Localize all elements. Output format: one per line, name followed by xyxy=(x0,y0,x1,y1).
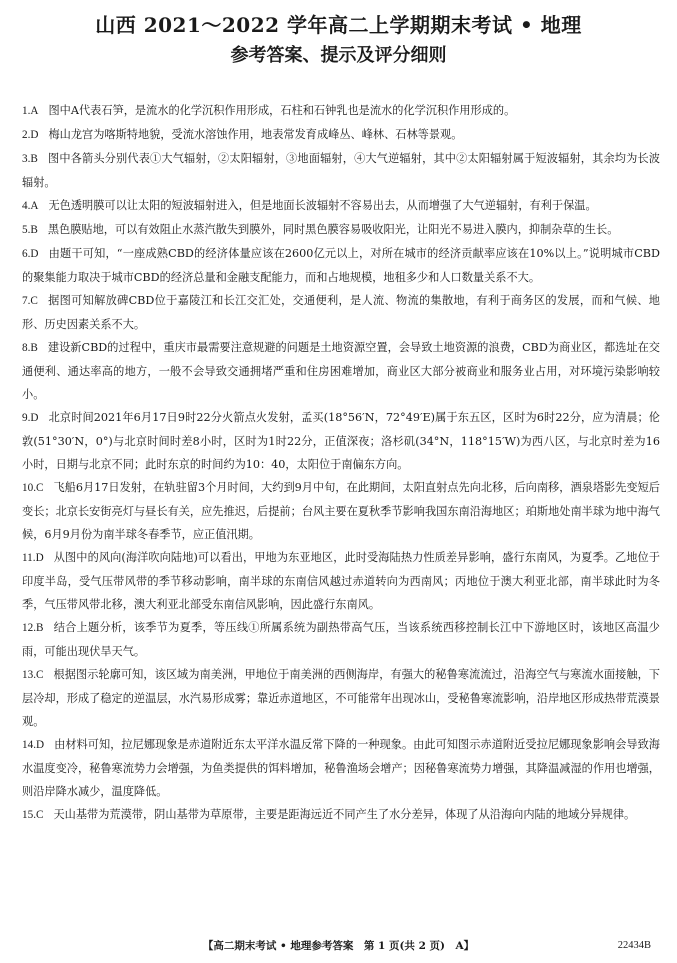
answer-letter: C xyxy=(35,482,44,494)
answer-letter: B xyxy=(30,153,38,165)
answer-list xyxy=(22,99,660,827)
answer-number: 11. xyxy=(22,552,36,564)
answer-explanation: 建设新CBD的过程中，重庆市最需要注意规避的问题是土地资源空置，会导致土地资源的浪费，CBD为商业区，都选址在交通便利、通达率高的地方，一般不会导致交通拥堵严重和住房困难增加，商业区大部分被商业和服务业占用，对环境污染影响较小。 xyxy=(22,341,660,401)
answer-item-13 xyxy=(22,663,660,733)
answer-item-11 xyxy=(22,546,660,616)
answer-letter: D xyxy=(30,129,39,141)
footer-page-info: 【高二期末考试 • 地理参考答案 第 1 页(共 2 页) A】 xyxy=(202,940,475,952)
answer-explanation: 黑色膜贴地，可以有效阻止水蒸汽散失到膜外，同时黑色膜容易吸收阳光，让阳光不易进入膜内，抑制杂草的生长。 xyxy=(47,223,619,236)
answer-number: 15. xyxy=(22,809,36,821)
page-footer xyxy=(0,937,677,955)
answer-number: 14. xyxy=(22,739,36,751)
answer-explanation: 图中A代表石笋，是流水的化学沉积作用形成，石柱和石钟乳也是流水的化学沉积作用形成的。 xyxy=(48,104,516,117)
page-subtitle: 参考答案、提示及评分细则 xyxy=(230,45,447,66)
answer-item-8 xyxy=(22,336,660,406)
answer-letter: D xyxy=(35,739,45,751)
answer-item-5 xyxy=(22,218,660,242)
answer-item-9 xyxy=(22,406,660,476)
answer-number: 2. xyxy=(22,129,31,141)
answer-number: 8. xyxy=(22,342,31,354)
answer-explanation: 图中各箭头分别代表①大气辐射，②太阳辐射，③地面辐射，④大气逆辐射，其中②太阳辐射属于短波辐射，其余均为长波辐射。 xyxy=(22,152,660,189)
answer-explanation: 梅山龙宫为喀斯特地貌，受流水溶蚀作用，地表常发育成峰丛、峰林、石林等景观。 xyxy=(48,128,463,141)
answer-letter: D xyxy=(35,552,44,564)
answer-explanation: 由材料可知，拉尼娜现象是赤道附近东太平洋水温反常下降的一种现象。由此可知图示赤道附近受拉尼娜现象影响会导致海水温度变冷，秘鲁寒流势力会增强，为鱼类提供的饵料增加，秘鲁渔场会增产；因秘鲁寒流势力增强，其降温减湿的作用也增强，则沿岸降水减少，温度降低。 xyxy=(22,738,660,798)
answer-item-3 xyxy=(22,147,660,194)
answer-explanation: 天山基带为荒漠带，阴山基带为草原带，主要是距海远近不同产生了水分差异，体现了从沿海向内陆的地域分异规律。 xyxy=(53,808,636,821)
answer-item-7 xyxy=(22,289,660,336)
answer-explanation: 根据图示轮廓可知，该区域为南美洲，甲地位于南美洲的西侧海岸，有强大的秘鲁寒流流过，沿海空气与寒流水面接触，下层冷却，形成了稳定的逆温层，水汽易形成雾；靠近赤道地区，不可能常年出现冰山，受秘鲁寒流影响，沿岸地区形成热带荒漠景观。 xyxy=(22,668,660,728)
answer-number: 3. xyxy=(22,153,31,165)
answer-letter: D xyxy=(30,248,39,260)
answer-letter: A xyxy=(30,200,39,212)
answer-item-10 xyxy=(22,476,660,546)
answer-explanation: 北京时间2021年6月17日9时22分火箭点火发射，孟买(18°56′N，72°49′E)属于东五区，区时为6时22分，应为清晨；伦敦(51°30′N，0°)与北京时间时差8小时，区时为1时22分，正值深夜；洛杉矶(34°N，118°15′W)为西八区，与北京时差为16小时，日期与北京不同；此时东京的时间约为10：40，太阳位于南偏东方向。 xyxy=(22,411,660,471)
answer-item-1 xyxy=(22,99,660,123)
page-title: 山西 2021～2022 学年高二上学期期末考试 • 地理 xyxy=(95,13,582,37)
answer-item-14 xyxy=(22,733,660,803)
answer-number: 12. xyxy=(22,622,36,634)
answer-explanation: 结合上题分析，该季节为夏季，等压线①所属系统为副热带高气压，当该系统西移控制长江中下游地区时，该地区高温少雨，可能出现伏旱天气。 xyxy=(22,621,660,658)
answer-letter: B xyxy=(30,342,38,354)
answer-item-6 xyxy=(22,242,660,289)
answer-letter: B xyxy=(35,622,44,634)
answer-letter: B xyxy=(30,224,38,236)
answer-number: 13. xyxy=(22,669,36,681)
answer-letter: C xyxy=(35,809,44,821)
answer-number: 1. xyxy=(22,105,31,117)
answer-letter: C xyxy=(30,295,38,307)
answer-letter: C xyxy=(35,669,44,681)
answer-item-2 xyxy=(22,123,660,147)
answer-number: 4. xyxy=(22,200,31,212)
answer-item-15 xyxy=(22,803,660,827)
answer-number: 9. xyxy=(22,412,31,424)
footer-paper-code: 22434B xyxy=(617,940,651,951)
answer-explanation: 飞船6月17日发射，在轨驻留3个月时间，大约到9月中旬，在此期间，太阳直射点先向北移，后向南移，酒泉塔影先变短后变长；北京长安街亮灯与昼长有关，应先推迟，后提前；台风主要在夏秋季节影响我国东南沿海地区；珀斯地处南半球为地中海气候，6月9月份为南半球冬春季节，应正值汛期。 xyxy=(22,481,660,541)
answer-number: 6. xyxy=(22,248,31,260)
answer-explanation: 无色透明膜可以让太阳的短波辐射进入，但是地面长波辐射不容易出去，从而增强了大气逆辐射，有利于保温。 xyxy=(48,199,597,212)
answer-number: 7. xyxy=(22,295,31,307)
answer-explanation: 从图中的风向(海洋吹向陆地)可以看出，甲地为东亚地区，此时受海陆热力性质差异影响，盛行东南风，为夏季。乙地位于印度半岛，受气压带风带的季节移动影响，南半球的东南信风越过赤道转向为西南风；丙地位于澳大利亚北部，南半球此时为冬季，气压带风带北移，澳大利亚北部受东南信风影响，因此盛行东南风。 xyxy=(22,551,660,611)
answer-explanation: 据图可知解放碑CBD位于嘉陵江和长江交汇处，交通便利，是人流、物流的集散地，有利于商务区的发展，而和气候、地形、历史因素关系不大。 xyxy=(22,294,660,331)
answer-explanation: 由题干可知，“一座成熟CBD的经济体量应该在2600亿元以上，对所在城市的经济贡献率应该在10%以上。”说明城市CBD的聚集能力取决于城市CBD的经济总量和金融支配能力，而和占地规模，地租多少和人口数量关系不大。 xyxy=(22,247,660,284)
answer-number: 5. xyxy=(22,224,31,236)
answer-letter: D xyxy=(30,412,39,424)
answer-item-4 xyxy=(22,194,660,218)
answer-item-12 xyxy=(22,616,660,663)
answer-number: 10. xyxy=(22,482,36,494)
answer-letter: A xyxy=(30,105,39,117)
